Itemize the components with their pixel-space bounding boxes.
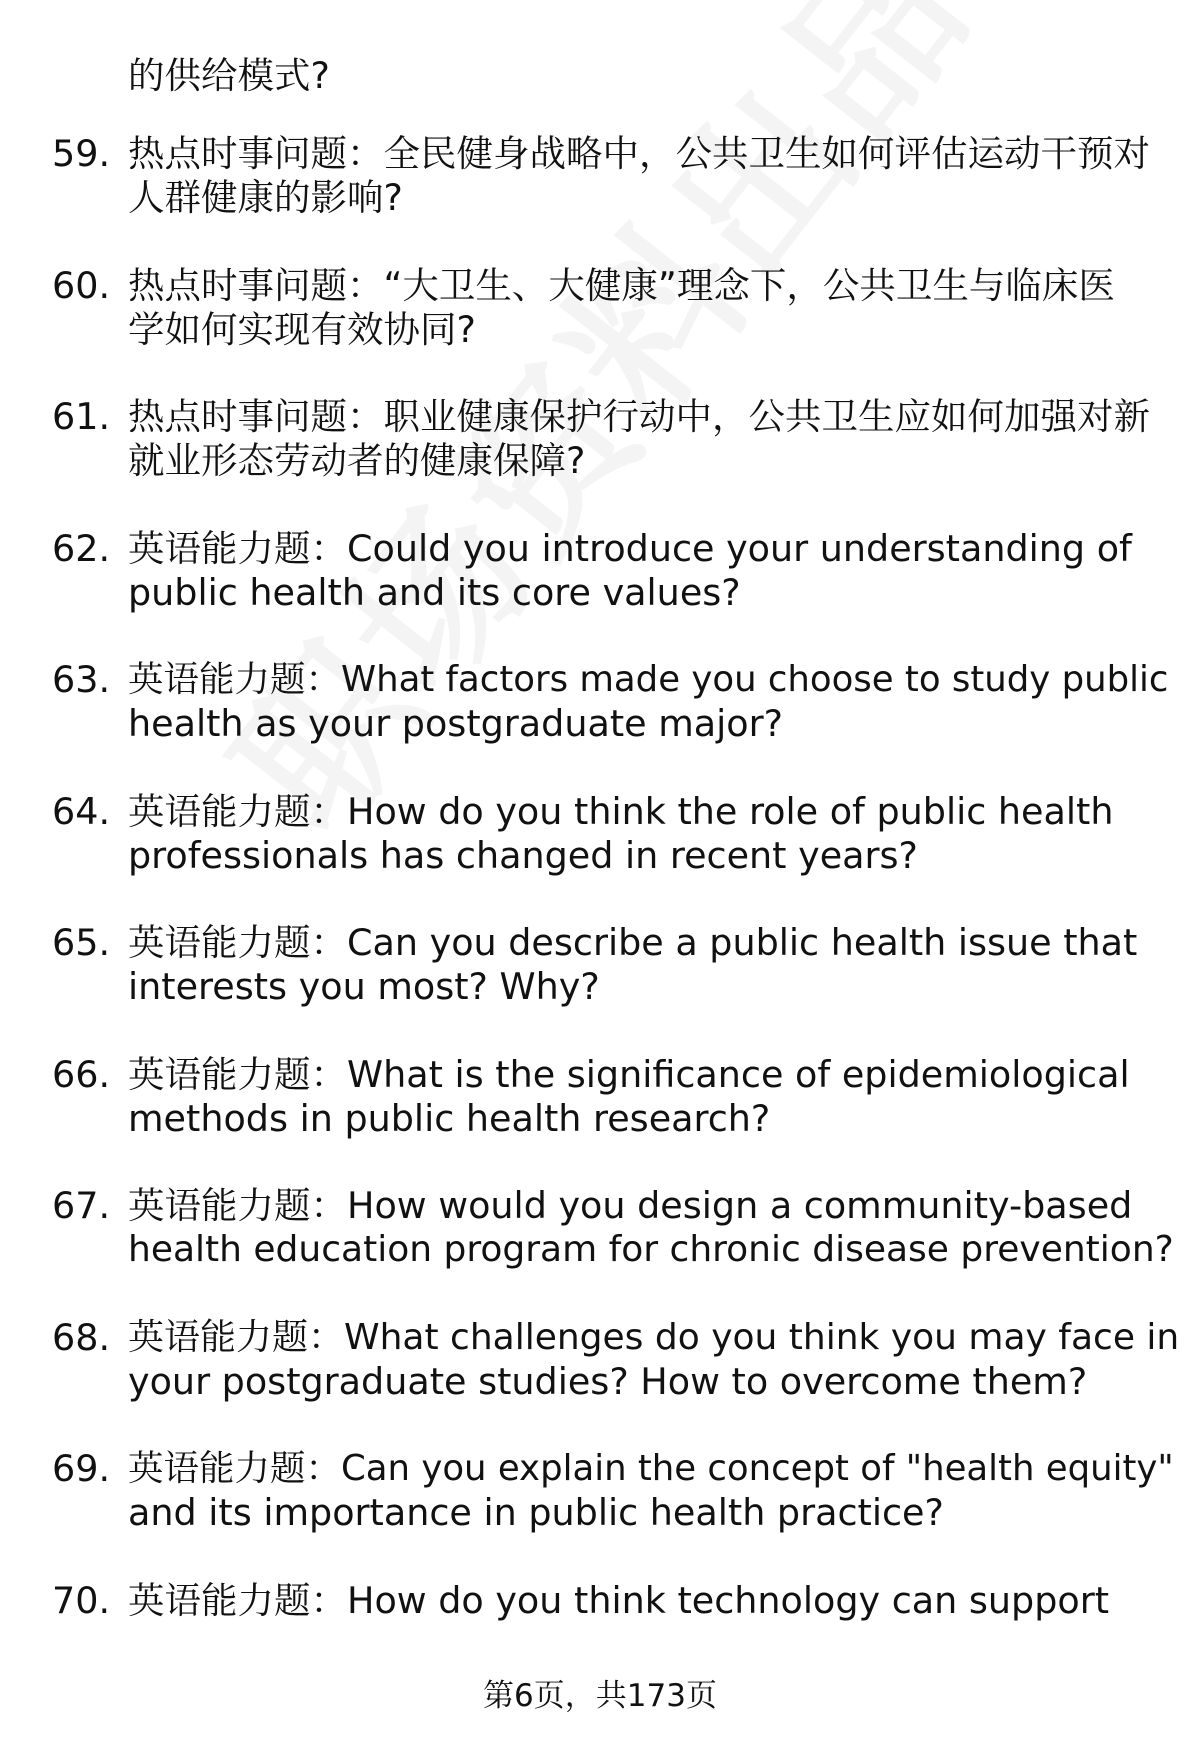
question-text-line1: 英语能力题：How would you design a community-based bbox=[128, 1184, 1133, 1227]
question-text-line1: 英语能力题：How do you think the role of public health bbox=[128, 789, 1114, 833]
question-text-line1: 英语能力题：Can you explain the concept of "health equity" bbox=[128, 1448, 1174, 1489]
question-text-line2: health as your postgraduate major? bbox=[128, 702, 783, 745]
question-text-line2: 人群健康的影响? bbox=[128, 176, 403, 219]
question-text-line1: 英语能力题：Can you describe a public health issue that bbox=[128, 921, 1138, 964]
question-text-line2: and its importance in public health practice? bbox=[128, 1491, 944, 1534]
question-text-line2: interests you most? Why? bbox=[128, 965, 600, 1008]
question-text-line2: professionals has changed in recent years? bbox=[128, 833, 918, 877]
question-text-line1: 热点时事问题：全民健身战略中，公共卫生如何评估运动干预对 bbox=[128, 132, 1150, 175]
page-footer: 第6页，共173页 bbox=[483, 1678, 717, 1714]
question-text-line2: public health and its core values? bbox=[128, 570, 741, 614]
question-text-line1: 英语能力题：How do you think technology can support bbox=[128, 1578, 1110, 1622]
question-text-line1: 英语能力题：What challenges do you think you may face in bbox=[128, 1316, 1180, 1358]
question-number: 70. bbox=[52, 1578, 111, 1622]
question-number: 67. bbox=[52, 1184, 111, 1227]
question-text-line1: 热点时事问题：“大卫生、大健康”理念下，公共卫生与临床医 bbox=[128, 263, 1115, 307]
question-number: 68. bbox=[52, 1315, 111, 1359]
question-text-line2: health education program for chronic disease prevention? bbox=[128, 1229, 1174, 1270]
question-text-line2: 学如何实现有效协同? bbox=[128, 307, 476, 351]
continuation-text: 的供给模式? bbox=[128, 54, 330, 97]
question-number: 69. bbox=[52, 1447, 111, 1490]
question-text-line1: 热点时事问题：职业健康保护行动中，公共卫生应如何加强对新 bbox=[128, 395, 1150, 438]
question-number: 66. bbox=[52, 1052, 111, 1096]
question-text-line1: 英语能力题：What is the significance of epidemiological bbox=[128, 1052, 1130, 1096]
question-number: 60. bbox=[52, 263, 111, 307]
question-text-line2: 就业形态劳动者的健康保障? bbox=[128, 439, 586, 482]
question-number: 64. bbox=[52, 789, 111, 833]
question-text-line1: 英语能力题：Could you introduce your understanding of bbox=[128, 526, 1132, 570]
question-number: 63. bbox=[52, 658, 111, 701]
question-text-line2: methods in public health research? bbox=[128, 1096, 771, 1140]
question-text-line2: your postgraduate studies? How to overcome them? bbox=[128, 1359, 1088, 1403]
question-number: 62. bbox=[52, 526, 111, 570]
question-text-line1: 英语能力题：What factors made you choose to study public bbox=[128, 659, 1169, 700]
question-number: 61. bbox=[52, 395, 111, 438]
question-number: 59. bbox=[52, 132, 111, 175]
question-number: 65. bbox=[52, 921, 111, 964]
